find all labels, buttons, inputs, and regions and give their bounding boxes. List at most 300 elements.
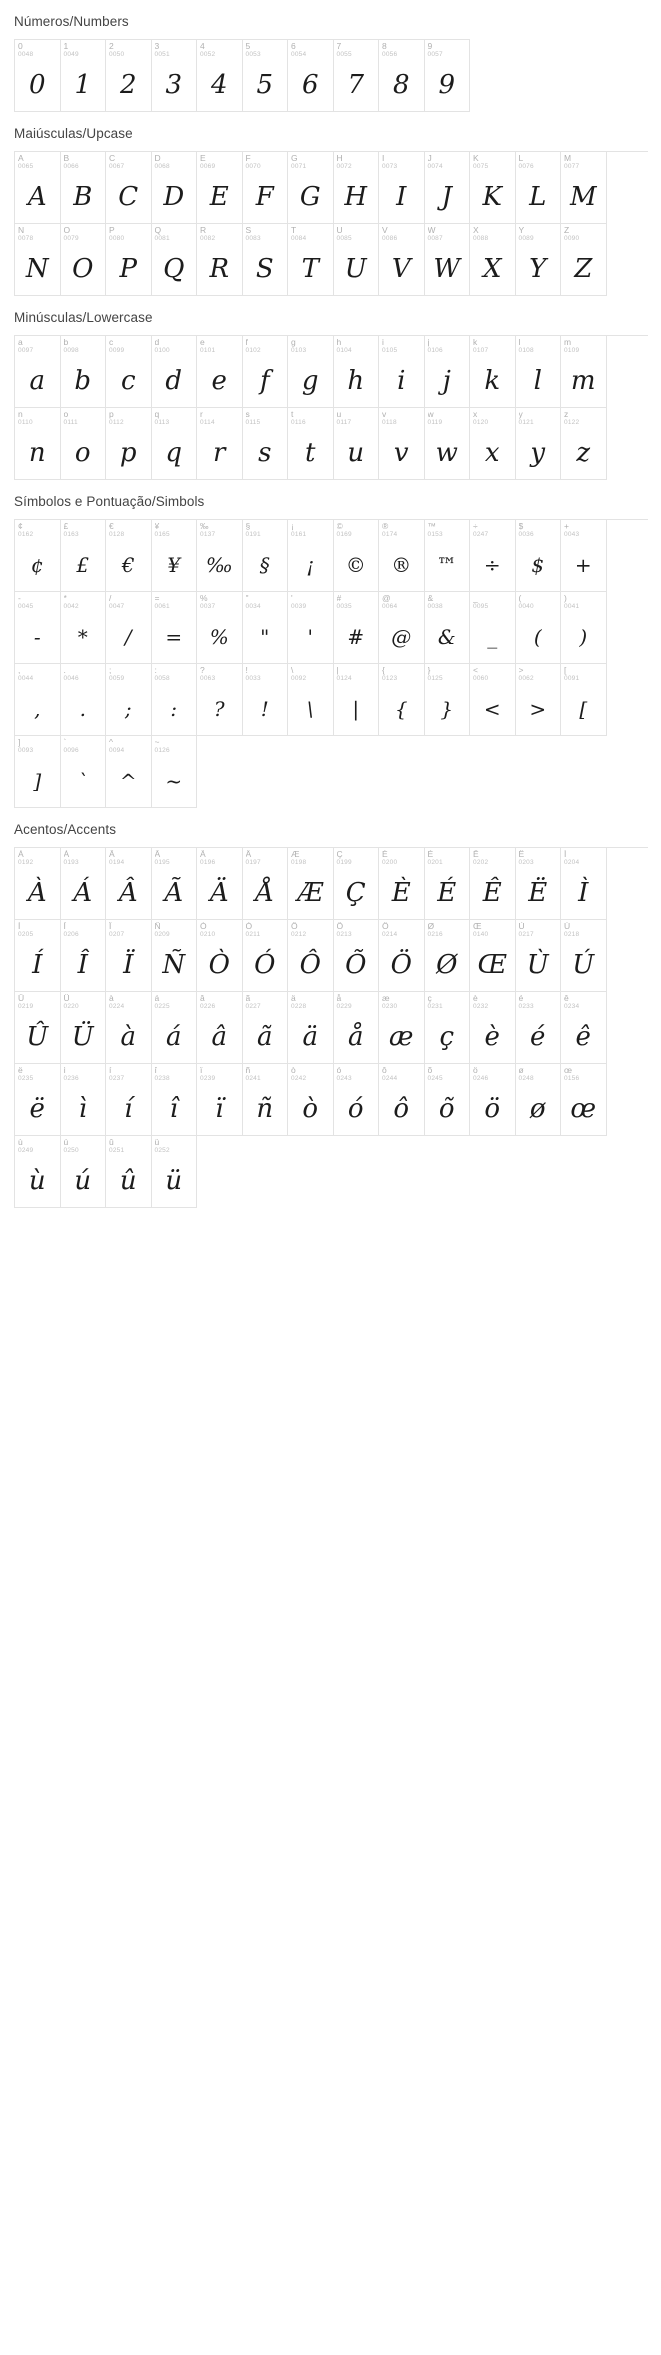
glyph-code-label: 0200	[382, 859, 398, 866]
glyph-character-label: ©	[336, 522, 343, 531]
glyph-character-label: i	[382, 338, 384, 347]
glyph-sample: è	[484, 1021, 500, 1052]
glyph-cell[interactable]	[106, 848, 152, 920]
glyph-character-label: V	[382, 226, 388, 235]
glyph-code-label: 0040	[518, 603, 534, 610]
glyph-code-label: 0095	[473, 603, 489, 610]
glyph-code-label: 0060	[473, 675, 489, 682]
glyph-cell[interactable]	[243, 992, 289, 1064]
glyph-character-label: Ñ	[154, 922, 161, 931]
glyph-sample: ì	[78, 1093, 87, 1124]
glyph-cell[interactable]	[15, 992, 61, 1064]
glyph-code-label: 0101	[200, 347, 216, 354]
glyph-character-label: 9	[427, 42, 433, 51]
glyph-code-label: 0064	[382, 603, 398, 610]
glyph-code-label: 0198	[291, 859, 307, 866]
glyph-sample: A	[27, 181, 47, 212]
glyph-cell[interactable]	[152, 336, 198, 408]
glyph-cell[interactable]	[197, 224, 243, 296]
glyph-cell[interactable]	[106, 736, 152, 808]
glyph-meta	[519, 850, 558, 867]
glyph-code-label: 0109	[564, 347, 580, 354]
glyph-character-label: |	[336, 666, 339, 675]
glyph-character-label: û	[109, 1138, 114, 1147]
glyph-sample: ®	[391, 552, 412, 577]
glyph-cell[interactable]	[379, 992, 425, 1064]
glyph-cell[interactable]	[470, 992, 516, 1064]
glyph-cell[interactable]	[288, 336, 334, 408]
glyph-cell[interactable]	[425, 664, 471, 736]
glyph-cell[interactable]	[561, 920, 607, 992]
glyph-code-label: 0079	[63, 235, 79, 242]
glyph-cell[interactable]	[106, 592, 152, 664]
glyph-cell[interactable]	[152, 920, 198, 992]
glyph-cell[interactable]	[288, 664, 334, 736]
glyph-cell[interactable]	[425, 40, 471, 112]
glyph-code-label: 0165	[154, 531, 170, 538]
glyph-cell[interactable]	[106, 920, 152, 992]
glyph-cell[interactable]	[425, 224, 471, 296]
glyph-cell[interactable]	[61, 848, 107, 920]
glyph-character-label: Ö	[382, 922, 389, 931]
glyph-cell[interactable]	[15, 152, 61, 224]
glyph-cell[interactable]	[197, 848, 243, 920]
glyph-meta	[382, 594, 421, 611]
glyph-cell[interactable]	[61, 592, 107, 664]
glyph-cell[interactable]	[152, 224, 198, 296]
glyph-cell[interactable]	[379, 152, 425, 224]
glyph-code-label: 0043	[564, 531, 580, 538]
glyph-cell[interactable]	[197, 520, 243, 592]
glyph-cell[interactable]	[561, 408, 607, 480]
glyph-cell[interactable]	[470, 408, 516, 480]
glyph-character-label: U	[336, 226, 343, 235]
glyph-sample: R	[209, 253, 230, 284]
glyph-cell[interactable]	[197, 152, 243, 224]
glyph-cell[interactable]	[152, 1064, 198, 1136]
glyph-meta	[155, 850, 194, 867]
glyph-cell[interactable]	[470, 224, 516, 296]
glyph-cell[interactable]	[197, 992, 243, 1064]
glyph-character-label: B	[63, 154, 70, 163]
glyph-cell[interactable]	[152, 992, 198, 1064]
glyph-sample: g	[301, 365, 319, 396]
glyph-code-label: 0039	[291, 603, 307, 610]
glyph-sample: É	[437, 877, 457, 908]
glyph-cell[interactable]	[425, 520, 471, 592]
glyph-cell[interactable]	[334, 1064, 380, 1136]
glyph-cell[interactable]	[561, 992, 607, 1064]
glyph-cell[interactable]	[516, 592, 562, 664]
glyph-cell[interactable]	[106, 224, 152, 296]
glyph-code-label: 0126	[154, 747, 170, 754]
glyph-cell[interactable]	[15, 336, 61, 408]
glyph-sample: ¡	[306, 552, 315, 577]
glyph-cell[interactable]	[61, 520, 107, 592]
glyph-character-label: é	[518, 994, 524, 1003]
glyph-cell[interactable]	[288, 592, 334, 664]
glyph-cell[interactable]	[334, 224, 380, 296]
glyph-cell[interactable]	[425, 152, 471, 224]
glyph-meta	[291, 994, 330, 1011]
glyph-meta	[155, 1138, 194, 1155]
glyph-cell[interactable]	[470, 152, 516, 224]
glyph-cell[interactable]	[61, 736, 107, 808]
glyph-cell[interactable]	[152, 520, 198, 592]
glyph-code-label: 0125	[427, 675, 443, 682]
glyph-cell[interactable]	[379, 520, 425, 592]
glyph-sample: é	[530, 1021, 546, 1052]
glyph-character-label: r	[200, 410, 203, 419]
glyph-cell[interactable]	[516, 848, 562, 920]
glyph-code-label: 0117	[336, 419, 352, 426]
glyph-meta	[200, 338, 239, 355]
glyph-meta	[18, 594, 57, 611]
glyph-cell[interactable]	[243, 224, 289, 296]
glyph-meta	[64, 666, 103, 683]
glyph-meta	[18, 42, 57, 59]
glyph-character-label: Ä	[200, 850, 206, 859]
glyph-character-label: È	[382, 850, 388, 859]
glyph-meta	[564, 922, 603, 939]
glyph-code-label: 0070	[245, 163, 261, 170]
glyph-cell[interactable]	[379, 920, 425, 992]
glyph-cell[interactable]	[15, 848, 61, 920]
glyph-cell[interactable]	[470, 592, 516, 664]
glyph-code-label: 0162	[18, 531, 34, 538]
glyph-cell[interactable]	[379, 592, 425, 664]
glyph-cell[interactable]	[61, 224, 107, 296]
glyph-character-label: Û	[18, 994, 25, 1003]
glyph-sample: v	[393, 437, 409, 468]
glyph-character-label: â	[200, 994, 205, 1003]
glyph-code-label: 0226	[200, 1003, 216, 1010]
glyph-character-label: ~	[154, 738, 160, 747]
glyph-cell[interactable]	[15, 1136, 61, 1208]
glyph-cell[interactable]	[106, 152, 152, 224]
glyph-cell[interactable]	[243, 920, 289, 992]
glyph-cell[interactable]	[61, 40, 107, 112]
glyph-meta	[337, 226, 376, 243]
glyph-character-label: .	[63, 666, 66, 675]
glyph-sample: í	[124, 1093, 133, 1124]
glyph-character-label: Ô	[291, 922, 298, 931]
glyph-character-label: Ã	[154, 850, 161, 859]
glyph-character-label: o	[63, 410, 69, 419]
glyph-character-label: j	[427, 338, 430, 347]
glyph-cell[interactable]	[470, 336, 516, 408]
glyph-character-label: í	[109, 1066, 112, 1075]
glyph-cell[interactable]	[470, 664, 516, 736]
glyph-cell[interactable]	[561, 1064, 607, 1136]
glyph-cell[interactable]	[425, 848, 471, 920]
glyph-cell[interactable]	[334, 408, 380, 480]
glyph-cell[interactable]	[15, 736, 61, 808]
glyph-meta	[428, 522, 467, 539]
glyph-code-label: 0113	[154, 419, 170, 426]
glyph-code-label: 0201	[427, 859, 443, 866]
glyph-character-label: h	[336, 338, 342, 347]
glyph-cell[interactable]	[15, 664, 61, 736]
glyph-code-label: 0246	[473, 1075, 489, 1082]
sections-container	[0, 14, 661, 1208]
glyph-cell[interactable]	[15, 1064, 61, 1136]
glyph-cell[interactable]	[334, 664, 380, 736]
glyph-character-label: &	[427, 594, 434, 603]
glyph-cell[interactable]	[197, 920, 243, 992]
glyph-cell[interactable]	[516, 224, 562, 296]
glyph-cell[interactable]	[243, 664, 289, 736]
glyph-cell[interactable]	[106, 992, 152, 1064]
glyph-cell[interactable]	[152, 848, 198, 920]
glyph-cell[interactable]	[561, 520, 607, 592]
glyph-cell[interactable]	[197, 336, 243, 408]
glyph-cell[interactable]	[425, 408, 471, 480]
glyph-cell[interactable]	[425, 1064, 471, 1136]
glyph-cell[interactable]	[334, 920, 380, 992]
glyph-cell[interactable]	[61, 152, 107, 224]
glyph-code-label: 0065	[18, 163, 34, 170]
glyph-cell[interactable]	[379, 224, 425, 296]
glyph-character-label: \	[291, 666, 294, 675]
glyph-cell[interactable]	[288, 920, 334, 992]
glyph-specimen-page	[0, 14, 661, 1234]
glyph-sample: l	[533, 365, 542, 396]
glyph-cell[interactable]	[15, 40, 61, 112]
glyph-cell[interactable]	[334, 152, 380, 224]
glyph-character-label: _	[473, 594, 478, 603]
glyph-cell[interactable]	[561, 336, 607, 408]
glyph-code-label: 0034	[245, 603, 261, 610]
glyph-character-label: ™	[427, 522, 436, 531]
glyph-cell[interactable]	[379, 336, 425, 408]
glyph-cell[interactable]	[61, 408, 107, 480]
glyph-cell[interactable]	[288, 520, 334, 592]
glyph-character-label: +	[564, 522, 569, 531]
glyph-cell[interactable]	[288, 408, 334, 480]
glyph-character-label: ú	[63, 1138, 69, 1147]
glyph-cell[interactable]	[61, 1064, 107, 1136]
glyph-cell[interactable]	[197, 664, 243, 736]
glyph-character-label: k	[473, 338, 478, 347]
glyph-code-label: 0053	[245, 51, 261, 58]
glyph-code-label: 0076	[518, 163, 534, 170]
glyph-cell[interactable]	[106, 40, 152, 112]
glyph-character-label: -	[18, 594, 21, 603]
glyph-cell[interactable]	[516, 992, 562, 1064]
glyph-code-label: 0078	[18, 235, 34, 242]
glyph-code-label: 0163	[63, 531, 79, 538]
glyph-cell[interactable]	[197, 40, 243, 112]
glyph-cell[interactable]	[106, 520, 152, 592]
glyph-cell[interactable]	[470, 848, 516, 920]
glyph-cell[interactable]	[106, 408, 152, 480]
glyph-code-label: 0232	[473, 1003, 489, 1010]
glyph-cell[interactable]	[425, 336, 471, 408]
glyph-cell[interactable]	[516, 408, 562, 480]
glyph-code-label: 0083	[245, 235, 261, 242]
glyph-cell[interactable]	[288, 1064, 334, 1136]
glyph-cell[interactable]	[15, 520, 61, 592]
glyph-cell[interactable]	[516, 664, 562, 736]
glyph-cell[interactable]	[106, 1064, 152, 1136]
glyph-code-label: 0044	[18, 675, 34, 682]
glyph-cell[interactable]	[243, 408, 289, 480]
glyph-character-label: ã	[245, 994, 251, 1003]
glyph-character-label: T	[291, 226, 297, 235]
glyph-cell[interactable]	[470, 520, 516, 592]
glyph-character-label: Y	[518, 226, 525, 235]
glyph-meta	[291, 922, 330, 939]
glyph-code-label: 0192	[18, 859, 34, 866]
glyph-character-label: P	[109, 226, 115, 235]
glyph-sample: %	[209, 624, 229, 649]
glyph-cell[interactable]	[561, 152, 607, 224]
glyph-cell[interactable]	[152, 408, 198, 480]
glyph-character-label: >	[518, 666, 524, 675]
glyph-meta	[473, 410, 512, 427]
glyph-cell[interactable]	[15, 920, 61, 992]
glyph-cell[interactable]	[197, 592, 243, 664]
glyph-cell[interactable]	[425, 592, 471, 664]
glyph-sample: b	[74, 365, 92, 396]
glyph-cell[interactable]	[106, 1136, 152, 1208]
glyph-cell[interactable]	[106, 336, 152, 408]
glyph-cell[interactable]	[561, 224, 607, 296]
glyph-cell[interactable]	[243, 520, 289, 592]
glyph-cell[interactable]	[379, 664, 425, 736]
glyph-sample: k	[484, 365, 501, 396]
glyph-cell[interactable]	[288, 152, 334, 224]
glyph-code-label: 0096	[63, 747, 79, 754]
glyph-cell[interactable]	[152, 592, 198, 664]
glyph-cell[interactable]	[470, 1064, 516, 1136]
glyph-cell[interactable]	[152, 736, 198, 808]
glyph-cell[interactable]	[516, 920, 562, 992]
glyph-cell[interactable]	[243, 848, 289, 920]
glyph-cell[interactable]	[197, 408, 243, 480]
glyph-cell[interactable]	[197, 1064, 243, 1136]
glyph-meta	[428, 226, 467, 243]
glyph-meta	[155, 1066, 194, 1083]
glyph-character-label: m	[564, 338, 572, 347]
glyph-cell[interactable]	[379, 408, 425, 480]
glyph-cell[interactable]	[61, 992, 107, 1064]
glyph-cell[interactable]	[288, 224, 334, 296]
glyph-cell[interactable]	[334, 992, 380, 1064]
glyph-cell[interactable]	[470, 920, 516, 992]
glyph-cell[interactable]	[243, 40, 289, 112]
glyph-cell[interactable]	[561, 848, 607, 920]
glyph-cell[interactable]	[61, 1136, 107, 1208]
glyph-cell[interactable]	[288, 992, 334, 1064]
glyph-cell[interactable]	[379, 848, 425, 920]
glyph-cell[interactable]	[334, 336, 380, 408]
glyph-cell[interactable]	[61, 920, 107, 992]
glyph-character-label: H	[336, 154, 343, 163]
glyph-cell[interactable]	[516, 336, 562, 408]
glyph-cell[interactable]	[334, 592, 380, 664]
glyph-code-label: 0213	[336, 931, 352, 938]
glyph-code-label: 0103	[291, 347, 307, 354]
glyph-cell[interactable]	[15, 408, 61, 480]
glyph-cell[interactable]	[243, 592, 289, 664]
glyph-sample: =	[165, 624, 183, 649]
glyph-sample: o	[74, 437, 91, 468]
glyph-meta	[155, 410, 194, 427]
glyph-cell[interactable]	[288, 40, 334, 112]
glyph-meta	[428, 594, 467, 611]
glyph-cell[interactable]	[243, 1064, 289, 1136]
glyph-cell[interactable]	[243, 152, 289, 224]
glyph-cell[interactable]	[379, 1064, 425, 1136]
glyph-cell[interactable]	[561, 592, 607, 664]
glyph-cell[interactable]	[516, 152, 562, 224]
glyph-cell[interactable]	[152, 40, 198, 112]
glyph-sample: Á	[73, 877, 93, 908]
glyph-cell[interactable]	[152, 664, 198, 736]
glyph-code-label: 0218	[564, 931, 580, 938]
glyph-sample: Æ	[297, 877, 324, 908]
glyph-cell[interactable]	[243, 336, 289, 408]
glyph-cell[interactable]	[516, 520, 562, 592]
glyph-cell[interactable]	[334, 40, 380, 112]
glyph-code-label: 0114	[200, 419, 215, 426]
glyph-code-label: 0228	[291, 1003, 307, 1010]
glyph-cell[interactable]	[425, 920, 471, 992]
glyph-character-label: :	[154, 666, 157, 675]
glyph-code-label: 0233	[518, 1003, 534, 1010]
glyph-meta	[519, 410, 558, 427]
glyph-meta	[64, 154, 103, 171]
glyph-meta	[155, 338, 194, 355]
glyph-character-label: f	[245, 338, 248, 347]
glyph-code-label: 0242	[291, 1075, 307, 1082]
glyph-cell[interactable]	[379, 40, 425, 112]
glyph-cell[interactable]	[106, 664, 152, 736]
glyph-cell[interactable]	[561, 664, 607, 736]
glyph-cell[interactable]	[334, 848, 380, 920]
glyph-sample: ©	[345, 552, 366, 577]
glyph-cell[interactable]	[516, 1064, 562, 1136]
glyph-meta	[564, 410, 603, 427]
glyph-cell[interactable]	[334, 520, 380, 592]
glyph-character-label: ö	[473, 1066, 478, 1075]
glyph-cell[interactable]	[152, 1136, 198, 1208]
glyph-meta	[200, 850, 239, 867]
glyph-code-label: 0203	[518, 859, 534, 866]
glyph-meta	[291, 850, 330, 867]
glyph-cell[interactable]	[15, 224, 61, 296]
glyph-code-label: 0229	[336, 1003, 352, 1010]
glyph-code-label: 0251	[109, 1147, 125, 1154]
glyph-character-label: =	[154, 594, 160, 603]
glyph-meta	[564, 522, 603, 539]
glyph-cell[interactable]	[288, 848, 334, 920]
glyph-cell[interactable]	[61, 664, 107, 736]
glyph-character-label: L	[518, 154, 524, 163]
glyph-cell[interactable]	[152, 152, 198, 224]
glyph-sample: ü	[165, 1165, 183, 1196]
glyph-cell[interactable]	[425, 992, 471, 1064]
glyph-code-label: 0194	[109, 859, 125, 866]
glyph-code-label: 0237	[109, 1075, 125, 1082]
glyph-cell[interactable]	[61, 336, 107, 408]
glyph-sample: _	[487, 624, 498, 649]
glyph-character-label: G	[291, 154, 298, 163]
glyph-cell[interactable]	[15, 592, 61, 664]
glyph-character-label: W	[427, 226, 436, 235]
